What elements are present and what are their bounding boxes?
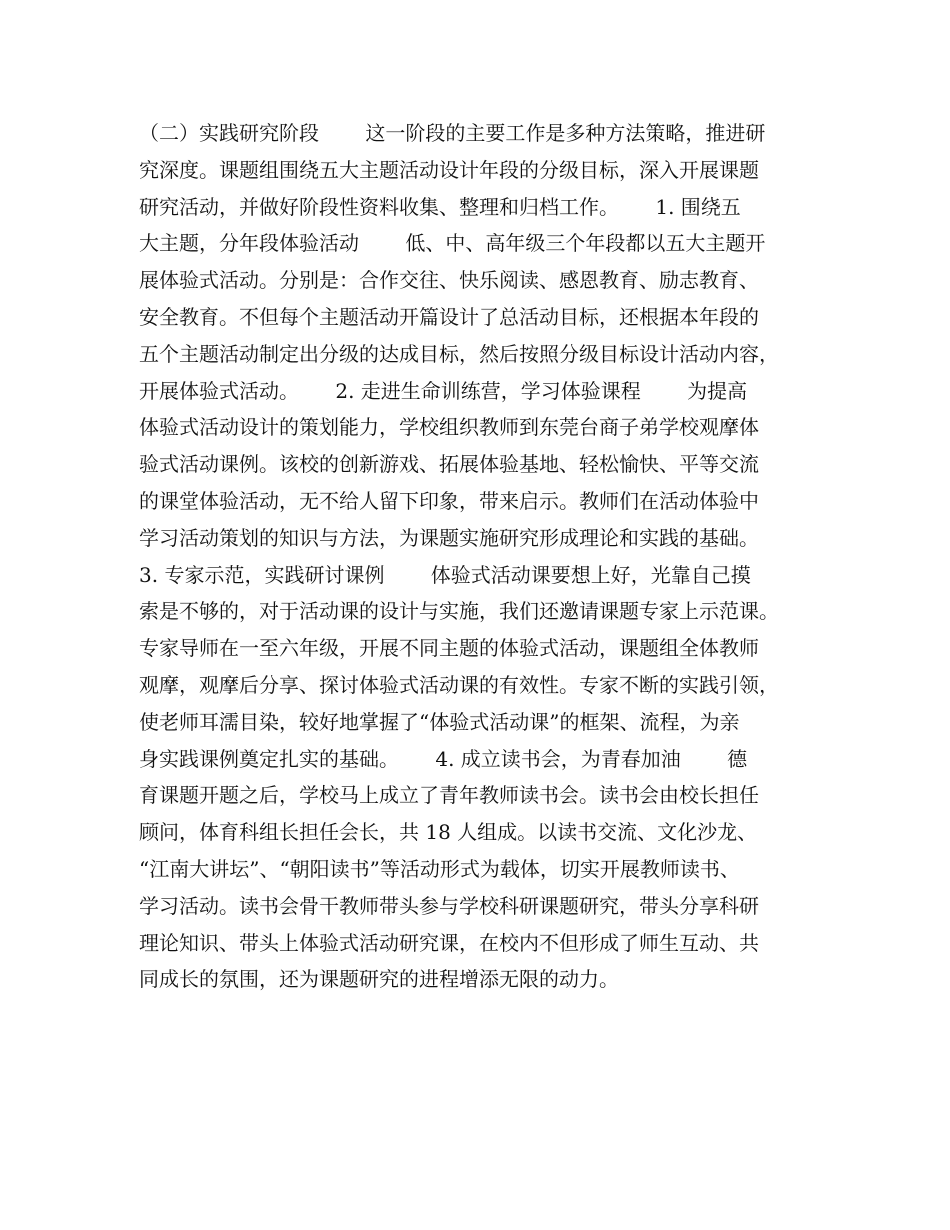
text-line: 专家导师在一至六年级，开展不同主题的体验式活动，课题组全体教师: [139, 636, 759, 661]
text-line: 研究活动，并做好阶段性资料收集、整理和归档工作。 1. 围绕五: [139, 194, 741, 219]
text-line: 安全教育。不但每个主题活动开篇设计了总活动目标，还根据本年段的: [139, 304, 759, 329]
text-line: 观摩，观摩后分享、探讨体验式活动课的有效性。专家不断的实践引领，: [139, 672, 779, 697]
text-line: 究深度。课题组围绕五大主题活动设计年段的分级目标，深入开展课题: [139, 157, 759, 182]
text-line: 顾问，体育科组长担任会长，共 18 人组成。以读书交流、文化沙龙、: [139, 820, 758, 845]
text-line: 使老师耳濡目染，较好地掌握了“体验式活动课”的框架、流程，为亲: [139, 709, 740, 734]
text-line: 学习活动策划的知识与方法，为课题实施研究形成理论和实践的基础。: [139, 525, 759, 550]
text-line: 育课题开题之后，学校马上成立了青年教师读书会。读书会由校长担任: [139, 783, 759, 808]
body-paragraph: [139, 115, 829, 998]
text-line: 开展体验式活动。 2. 走进生命训练营，学习体验课程 为提高: [139, 378, 748, 403]
text-line: 同成长的氛围，还为课题研究的进程增添无限的动力。: [139, 967, 619, 992]
text-line: “江南大讲坛”、“朝阳读书”等活动形式为载体，切实开展教师读书、: [139, 856, 740, 881]
text-line: 3. 专家示范，实践研讨课例 体验式活动课要想上好，光靠自己摸: [139, 562, 751, 587]
text-line: 展体验式活动。分别是：合作交往、快乐阅读、感恩教育、励志教育、: [139, 268, 759, 293]
text-line: 身实践课例奠定扎实的基础。 4. 成立读书会，为青春加油 德: [139, 746, 748, 771]
text-line: 大主题，分年段体验活动 低、中、高年级三个年段都以五大主题开: [139, 231, 766, 256]
text-line: 索是不够的，对于活动课的设计与实施，我们还邀请课题专家上示范课。: [139, 599, 779, 624]
text-line: 体验式活动设计的策划能力，学校组织教师到东莞台商子弟学校观摩体: [139, 415, 759, 440]
text-line: 学习活动。读书会骨干教师带头参与学校科研课题研究，带头分享科研: [139, 893, 759, 918]
text-line: 验式活动课例。该校的创新游戏、拓展体验基地、轻松愉快、平等交流: [139, 452, 759, 477]
text-line: 理论知识、带头上体验式活动研究课，在校内不但形成了师生互动、共: [139, 930, 759, 955]
text-line: （二）实践研究阶段 这一阶段的主要工作是多种方法策略，推进研: [139, 121, 766, 145]
text-line: 的课堂体验活动，无不给人留下印象，带来启示。教师们在活动体验中: [139, 488, 759, 513]
text-line: 五个主题活动制定出分级的达成目标，然后按照分级目标设计活动内容，: [139, 341, 779, 366]
